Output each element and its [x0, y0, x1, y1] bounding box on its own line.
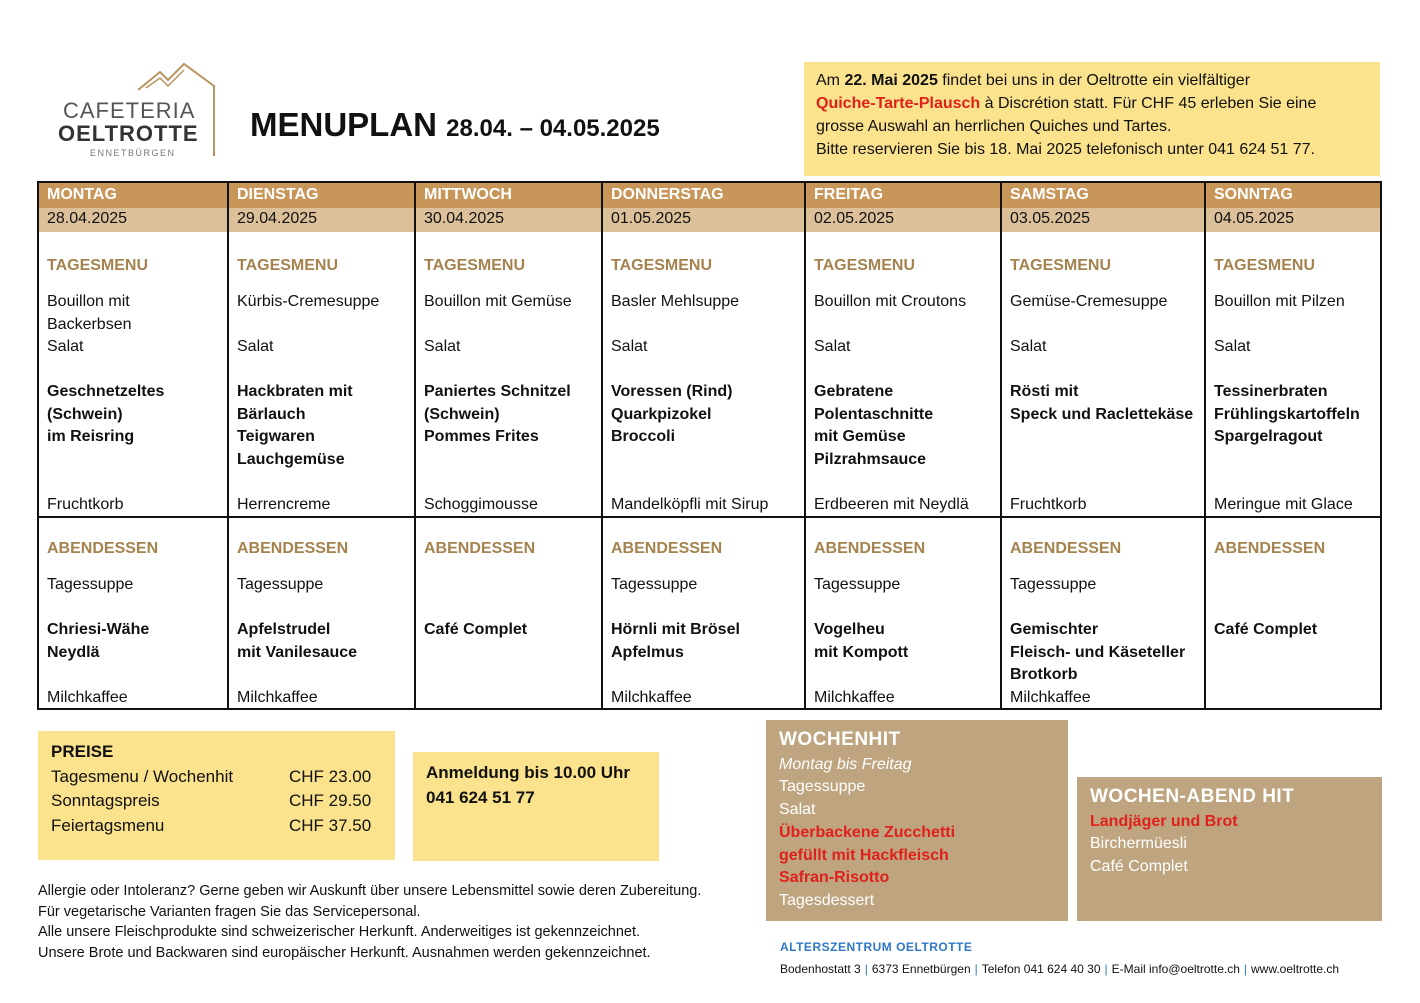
- dinner-soup: Tagessuppe: [1010, 576, 1097, 593]
- lunch-section-label: TAGESMENU: [1214, 257, 1316, 274]
- day-column-freitag: [806, 183, 1002, 708]
- lunch-salad: Salat: [611, 338, 648, 355]
- lunch-main-dish: Voressen (Rind): [611, 383, 733, 400]
- evening-hit-item: Birchermüesli: [1090, 835, 1187, 853]
- prices-box: [38, 731, 395, 860]
- day-date: 30.04.2025: [416, 208, 601, 232]
- day-name: MITTWOCH: [416, 183, 601, 208]
- lunch-main-dish: Tessinerbraten: [1214, 383, 1328, 400]
- dinner-main-dish: Apfelmus: [611, 643, 684, 661]
- page-title: [250, 106, 660, 144]
- lunch-dessert: Fruchtkorb: [47, 496, 124, 513]
- title-main: MENUPLAN: [250, 106, 437, 143]
- weekly-hit-title: WOCHENHIT: [779, 729, 901, 750]
- lunch-main-dish: Pommes Frites: [424, 428, 539, 445]
- day-column-donnerstag: [603, 183, 806, 708]
- lunch-salad: Salat: [1214, 338, 1251, 355]
- lunch-main-dish: Quarkpizokel: [611, 405, 712, 423]
- lunch-main-dish: im Reisring: [47, 428, 135, 445]
- lunch-soup: Kürbis-Cremesuppe: [237, 293, 380, 310]
- lunch-dessert: Mandelköpfli mit Sirup: [611, 496, 769, 513]
- footer-city: 6373 Ennetbürgen: [871, 962, 971, 976]
- weekly-menu-table: [37, 181, 1382, 710]
- lunch-salad: Salat: [814, 338, 851, 355]
- dinner-section-label: ABENDESSEN: [424, 540, 536, 557]
- lunch-main-dish: Spargelragout: [1214, 428, 1323, 445]
- dinner-section-label: ABENDESSEN: [814, 540, 926, 557]
- dinner-section-label: ABENDESSEN: [611, 540, 723, 557]
- day-date: 29.04.2025: [229, 208, 414, 232]
- lunch-main-dish: Frühlingskartoffeln: [1214, 405, 1360, 423]
- dinner-section-label: ABENDESSEN: [1214, 540, 1326, 557]
- announce-text-5: Bitte reservieren Sie bis 18. Mai 2025 telefonisch unter 041 624 51 77.: [816, 141, 1315, 158]
- lunch-main-dish: Polentaschnitte: [814, 405, 934, 423]
- dinner-soup: Tagessuppe: [237, 576, 324, 593]
- registration-phone: 041 624 51 77: [426, 787, 535, 807]
- price-label: Sonntagspreis: [51, 791, 160, 810]
- lunch-soup: Basler Mehlsuppe: [611, 293, 740, 310]
- dinner-main-dish: Gemischter: [1010, 621, 1099, 638]
- price-value: CHF 37.50: [289, 815, 372, 835]
- lunch-main-dish: Speck und Raclettekäse: [1010, 405, 1194, 423]
- dinner-main-dish: Fleisch- und Käseteller: [1010, 643, 1186, 661]
- footer-org-name: ALTERSZENTRUM OELTROTTE: [780, 940, 973, 954]
- lunch-section-label: TAGESMENU: [814, 257, 916, 274]
- price-label: Tagesmenu / Wochenhit: [51, 766, 234, 786]
- prices-title: PREISE: [51, 742, 114, 761]
- announce-text-3: à Discrétion statt. Für CHF 45 erleben Sie eine: [980, 95, 1317, 112]
- lunch-soup: Bouillon mit Backerbsen: [47, 293, 132, 333]
- day-date: 01.05.2025: [603, 208, 804, 232]
- day-date: 04.05.2025: [1206, 208, 1380, 232]
- lunch-soup: Gemüse-Cremesuppe: [1010, 293, 1168, 310]
- lunch-dessert: Herrencreme: [237, 496, 331, 513]
- footer-website-link[interactable]: www.oeltrotte.ch: [1251, 962, 1340, 976]
- day-name: DONNERSTAG: [603, 183, 804, 208]
- lunch-soup: Bouillon mit Pilzen: [1214, 293, 1345, 310]
- dinner-soup: Tagessuppe: [47, 576, 134, 593]
- lunch-salad: Salat: [237, 338, 274, 355]
- weekly-hit-main: Überbackene Zucchetti: [779, 823, 956, 841]
- price-row: [51, 765, 382, 790]
- lunch-section-label: TAGESMENU: [47, 257, 149, 274]
- day-column-sonntag: [1206, 183, 1380, 708]
- lunch-main-dish: Geschnetzeltes: [47, 383, 165, 400]
- weekly-hit-subtitle: Montag bis Freitag: [779, 755, 912, 773]
- day-name: SAMSTAG: [1002, 183, 1204, 208]
- event-announcement: [804, 62, 1380, 176]
- title-date-range: 28.04. – 04.05.2025: [446, 115, 660, 142]
- lunch-main-dish: Lauchgemüse: [237, 450, 345, 468]
- dinner-drink: Milchkaffee: [1010, 689, 1091, 706]
- lunch-main-dish: mit Gemüse: [814, 428, 906, 445]
- day-name: MONTAG: [39, 183, 227, 208]
- lunch-soup: Bouillon mit Gemüse: [424, 293, 572, 310]
- lunch-salad: Salat: [424, 338, 461, 355]
- dinner-main-dish: Café Complet: [1214, 621, 1318, 638]
- evening-hit-box: [1077, 777, 1382, 921]
- day-column-samstag: [1002, 183, 1206, 708]
- announce-text-2: findet bei uns in der Oeltrotte ein vielfältiger: [937, 72, 1251, 89]
- lunch-salad: Salat: [47, 338, 84, 355]
- allergy-notice: [38, 881, 768, 963]
- lunch-soup: Bouillon mit Croutons: [814, 293, 967, 310]
- weekly-hit-item: Salat: [779, 801, 816, 819]
- dinner-main-dish: Café Complet: [424, 621, 528, 638]
- lunch-dessert: Fruchtkorb: [1010, 496, 1087, 513]
- announce-event-name: Quiche-Tarte-Plausch: [816, 95, 981, 112]
- lunch-dessert: Erdbeeren mit Neydlä: [814, 496, 969, 513]
- dinner-main-dish: Apfelstrudel: [237, 621, 331, 638]
- weekly-hit-main: gefüllt mit Hackfleisch: [779, 846, 949, 864]
- dinner-drink: Milchkaffee: [814, 689, 895, 706]
- dinner-drink: Milchkaffee: [47, 689, 128, 706]
- day-date: 02.05.2025: [806, 208, 1000, 232]
- registration-box: [413, 752, 659, 861]
- evening-hit-item: Café Complet: [1090, 858, 1188, 876]
- lunch-section-label: TAGESMENU: [611, 257, 713, 274]
- footer-contact: Bodenhostatt 3 | 6373 Ennetbürgen | Telefon 041 624 40 30 | E-Mail info@oeltrotte.ch | www.oeltrotte.ch: [780, 962, 1340, 976]
- dinner-section-label: ABENDESSEN: [47, 540, 159, 557]
- dinner-drink: Milchkaffee: [237, 689, 318, 706]
- announce-text-1: Am: [816, 72, 845, 89]
- weekly-hit-box: [766, 720, 1068, 921]
- lunch-salad: Salat: [1010, 338, 1047, 355]
- dinner-section-label: ABENDESSEN: [1010, 540, 1122, 557]
- day-column-dienstag: [229, 183, 416, 708]
- price-value: CHF 29.50: [289, 791, 372, 810]
- lunch-dessert: Schoggimousse: [424, 496, 538, 513]
- dinner-main-dish: Vogelheu: [814, 621, 885, 638]
- lunch-section-label: TAGESMENU: [424, 257, 526, 274]
- weekly-hit-item: Tagessuppe: [779, 778, 866, 796]
- lunch-main-dish: Teigwaren: [237, 428, 315, 445]
- announce-text-4: grosse Auswahl an herrlichen Quiches und Tartes.: [816, 118, 1172, 135]
- weekly-hit-main: Safran-Risotto: [779, 869, 890, 887]
- dinner-soup: Tagessuppe: [611, 576, 698, 593]
- registration-deadline: Anmeldung bis 10.00 Uhr: [426, 763, 631, 782]
- notice-line: Allergie oder Intoleranz? Gerne geben wir Auskunft über unsere Lebensmittel sowie deren Zubereitung.: [38, 883, 702, 899]
- price-label: Feiertagsmenu: [51, 815, 165, 835]
- lunch-main-dish: Broccoli: [611, 428, 676, 445]
- dinner-section-label: ABENDESSEN: [237, 540, 349, 557]
- dinner-main-dish: Neydlä: [47, 643, 100, 661]
- price-value: CHF 23.00: [289, 766, 372, 786]
- day-name: FREITAG: [806, 183, 1000, 208]
- notice-line: Für vegetarische Varianten fragen Sie das Servicepersonal.: [38, 903, 421, 920]
- day-date: 03.05.2025: [1002, 208, 1204, 232]
- evening-hit-title: WOCHEN-ABEND HIT: [1090, 786, 1295, 807]
- notice-line: Unsere Brote und Backwaren sind europäischer Herkunft. Ausnahmen werden gekennzeichnet.: [38, 944, 651, 961]
- lunch-main-dish: (Schwein): [424, 405, 500, 423]
- dinner-soup: Tagessuppe: [814, 576, 901, 593]
- lunch-main-dish: Gebratene: [814, 383, 894, 400]
- footer-address: Bodenhostatt 3: [780, 962, 861, 976]
- dinner-main-dish: Brotkorb: [1010, 666, 1078, 683]
- notice-line: Alle unsere Fleischprodukte sind schweizerischer Herkunft. Anderweitiges ist gekennzeichnet.: [38, 924, 641, 940]
- day-date: 28.04.2025: [39, 208, 227, 232]
- lunch-section-label: TAGESMENU: [1010, 257, 1112, 274]
- dinner-main-dish: Hörnli mit Brösel: [611, 621, 740, 638]
- dinner-main-dish: mit Vanilesauce: [237, 643, 358, 661]
- evening-hit-main: Landjäger und Brot: [1090, 812, 1238, 830]
- logo-line-1: CAFETERIA: [63, 98, 196, 123]
- dinner-main-dish: Chriesi-Wähe: [47, 621, 150, 638]
- footer-email-link[interactable]: E-Mail info@oeltrotte.ch: [1111, 962, 1240, 976]
- announce-date: 22. Mai 2025: [844, 72, 938, 89]
- dinner-drink: Milchkaffee: [611, 689, 692, 706]
- lunch-section-label: TAGESMENU: [237, 257, 339, 274]
- price-row: [51, 789, 382, 814]
- lunch-main-dish: Bärlauch: [237, 405, 306, 423]
- logo-line-3: ENNETBÜRGEN: [90, 148, 176, 158]
- day-column-mittwoch: [416, 183, 603, 708]
- logo-line-2: OELTROTTE: [58, 121, 199, 146]
- lunch-main-dish: Hackbraten mit: [237, 383, 353, 400]
- footer-phone: Telefon 041 624 40 30: [981, 962, 1101, 976]
- lunch-main-dish: Pilzrahmsauce: [814, 450, 927, 468]
- day-column-montag: [39, 183, 229, 708]
- lunch-main-dish: (Schwein): [47, 405, 123, 423]
- cafeteria-logo: [58, 58, 228, 163]
- lunch-dessert: Meringue mit Glace: [1214, 496, 1353, 513]
- day-name: SONNTAG: [1206, 183, 1380, 208]
- lunch-main-dish: Paniertes Schnitzel: [424, 383, 571, 400]
- weekly-hit-dessert: Tagesdessert: [779, 891, 875, 909]
- day-name: DIENSTAG: [229, 183, 414, 208]
- lunch-main-dish: Rösti mit: [1010, 383, 1079, 400]
- dinner-main-dish: mit Kompott: [814, 643, 909, 661]
- price-row: [51, 814, 382, 839]
